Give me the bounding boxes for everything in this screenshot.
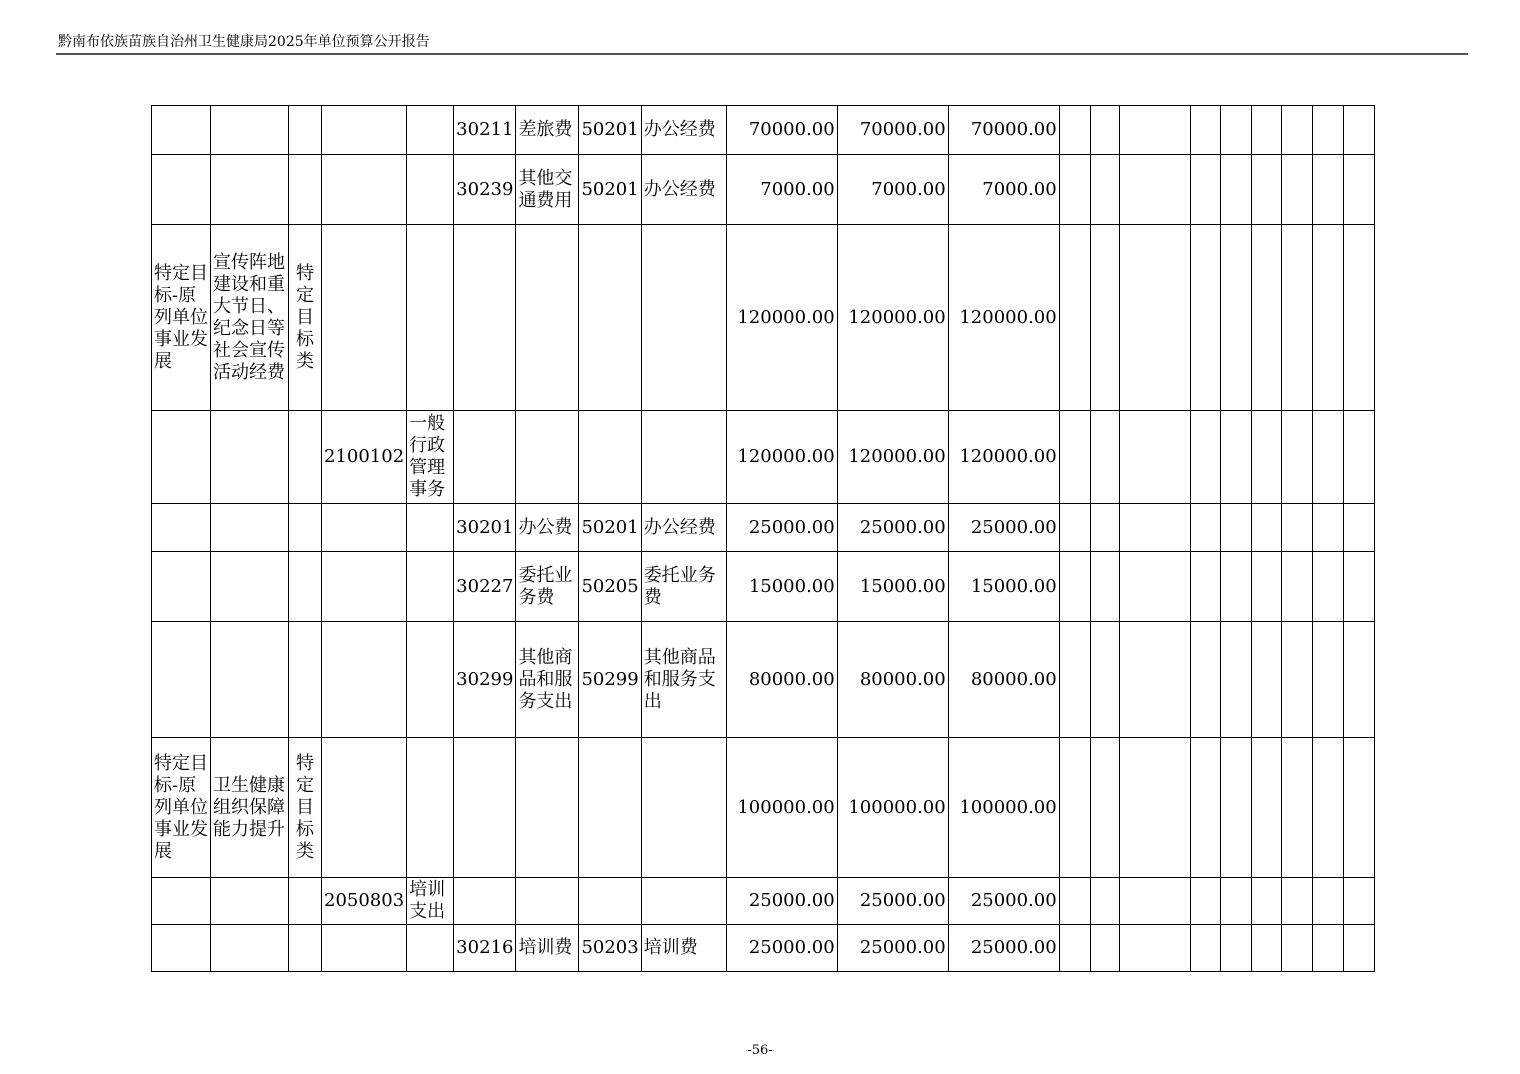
func-code-cell	[322, 925, 407, 972]
empty-cell	[1119, 738, 1190, 878]
empty-cell	[1343, 106, 1374, 155]
empty-cell	[1090, 155, 1119, 225]
gov-econ-code-cell	[579, 738, 641, 878]
empty-cell	[1119, 225, 1190, 411]
empty-cell	[1119, 925, 1190, 972]
empty-cell	[1059, 225, 1090, 411]
func-name-cell	[407, 155, 454, 225]
empty-cell	[1312, 411, 1343, 504]
func-name-cell	[407, 925, 454, 972]
empty-cell	[1059, 738, 1090, 878]
empty-cell	[1119, 155, 1190, 225]
gov-econ-name-cell: 办公经费	[641, 504, 726, 552]
general-budget-amount-cell: 15000.00	[948, 552, 1059, 622]
econ-name-cell: 培训费	[516, 925, 579, 972]
empty-cell	[1190, 878, 1220, 925]
table-row	[152, 925, 1375, 972]
fiscal-amount-cell: 120000.00	[837, 225, 948, 411]
empty-cell	[1090, 622, 1119, 738]
func-code-cell	[322, 504, 407, 552]
project-name-cell: 卫生健康组织保障能力提升	[211, 738, 289, 878]
table-row	[152, 738, 1375, 878]
empty-cell	[1090, 552, 1119, 622]
gov-econ-code-cell	[579, 411, 641, 504]
empty-cell	[1059, 552, 1090, 622]
empty-cell	[1059, 622, 1090, 738]
empty-cell	[1119, 622, 1190, 738]
fiscal-amount-cell: 100000.00	[837, 738, 948, 878]
fiscal-amount-cell: 25000.00	[837, 504, 948, 552]
gov-econ-code-cell: 50201	[579, 504, 641, 552]
empty-cell	[1190, 155, 1220, 225]
empty-cell	[1190, 622, 1220, 738]
func-name-cell: 一般行政管理事务	[407, 411, 454, 504]
empty-cell	[1281, 155, 1312, 225]
total-amount-cell: 80000.00	[726, 622, 837, 738]
empty-cell	[1281, 504, 1312, 552]
fiscal-amount-cell: 80000.00	[837, 622, 948, 738]
table-row	[152, 155, 1375, 225]
func-code-cell	[322, 155, 407, 225]
project-type-cell	[289, 504, 322, 552]
empty-cell	[1090, 106, 1119, 155]
project-type-cell	[289, 106, 322, 155]
func-name-cell	[407, 504, 454, 552]
empty-cell	[1312, 552, 1343, 622]
econ-name-cell: 委托业务费	[516, 552, 579, 622]
empty-cell	[1190, 504, 1220, 552]
fiscal-amount-cell: 120000.00	[837, 411, 948, 504]
gov-econ-name-cell: 办公经费	[641, 106, 726, 155]
project-type-cell	[289, 155, 322, 225]
func-code-cell: 2100102	[322, 411, 407, 504]
table-row	[152, 106, 1375, 155]
total-amount-cell: 15000.00	[726, 552, 837, 622]
project-type-cell	[289, 925, 322, 972]
empty-cell	[1090, 225, 1119, 411]
gov-econ-code-cell: 50201	[579, 106, 641, 155]
empty-cell	[1220, 106, 1251, 155]
gov-econ-name-cell	[641, 878, 726, 925]
category-cell	[152, 155, 211, 225]
empty-cell	[1312, 225, 1343, 411]
econ-name-cell	[516, 738, 579, 878]
empty-cell	[1059, 504, 1090, 552]
total-amount-cell: 25000.00	[726, 878, 837, 925]
category-cell: 特定目标-原列单位事业发展	[152, 225, 211, 411]
gov-econ-code-cell: 50299	[579, 622, 641, 738]
empty-cell	[1281, 878, 1312, 925]
empty-cell	[1281, 106, 1312, 155]
category-cell	[152, 878, 211, 925]
project-name-cell: 宣传阵地建设和重大节日、纪念日等社会宣传活动经费	[211, 225, 289, 411]
empty-cell	[1090, 504, 1119, 552]
func-name-cell	[407, 552, 454, 622]
econ-name-cell: 其他交通费用	[516, 155, 579, 225]
table-row	[152, 504, 1375, 552]
empty-cell	[1220, 225, 1251, 411]
total-amount-cell: 70000.00	[726, 106, 837, 155]
empty-cell	[1251, 552, 1281, 622]
project-name-cell	[211, 411, 289, 504]
empty-cell	[1090, 411, 1119, 504]
general-budget-amount-cell: 70000.00	[948, 106, 1059, 155]
gov-econ-name-cell	[641, 225, 726, 411]
empty-cell	[1090, 738, 1119, 878]
func-code-cell	[322, 225, 407, 411]
empty-cell	[1119, 504, 1190, 552]
empty-cell	[1059, 925, 1090, 972]
project-type-text: 特定目标类	[296, 752, 314, 862]
gov-econ-code-cell: 50201	[579, 155, 641, 225]
empty-cell	[1251, 622, 1281, 738]
total-amount-cell: 100000.00	[726, 738, 837, 878]
empty-cell	[1251, 106, 1281, 155]
econ-name-cell	[516, 411, 579, 504]
empty-cell	[1190, 925, 1220, 972]
func-name-cell	[407, 738, 454, 878]
fiscal-amount-cell: 70000.00	[837, 106, 948, 155]
empty-cell	[1190, 738, 1220, 878]
empty-cell	[1343, 155, 1374, 225]
fiscal-amount-cell: 25000.00	[837, 925, 948, 972]
gov-econ-name-cell: 培训费	[641, 925, 726, 972]
func-name-cell: 培训支出	[407, 878, 454, 925]
empty-cell	[1119, 106, 1190, 155]
project-type-cell	[289, 878, 322, 925]
category-cell: 特定目标-原列单位事业发展	[152, 738, 211, 878]
page-number: -56-	[747, 1043, 773, 1058]
empty-cell	[1190, 552, 1220, 622]
fiscal-amount-cell: 7000.00	[837, 155, 948, 225]
general-budget-amount-cell: 25000.00	[948, 925, 1059, 972]
empty-cell	[1059, 106, 1090, 155]
project-type-cell	[289, 552, 322, 622]
project-name-cell	[211, 552, 289, 622]
category-cell	[152, 411, 211, 504]
econ-code-cell: 30239	[454, 155, 516, 225]
econ-code-cell: 30201	[454, 504, 516, 552]
empty-cell	[1343, 504, 1374, 552]
econ-code-cell	[454, 878, 516, 925]
budget-table	[151, 105, 1375, 972]
project-name-cell	[211, 106, 289, 155]
gov-econ-name-cell	[641, 738, 726, 878]
econ-name-cell: 其他商品和服务支出	[516, 622, 579, 738]
econ-code-cell	[454, 738, 516, 878]
empty-cell	[1220, 552, 1251, 622]
project-type-cell	[289, 738, 322, 878]
total-amount-cell: 25000.00	[726, 925, 837, 972]
report-header-title: 黔南布依族苗族自治州卫生健康局2025年单位预算公开报告	[58, 34, 430, 50]
gov-econ-code-cell: 50203	[579, 925, 641, 972]
econ-code-cell: 30299	[454, 622, 516, 738]
total-amount-cell: 120000.00	[726, 225, 837, 411]
general-budget-amount-cell: 25000.00	[948, 878, 1059, 925]
gov-econ-name-cell: 办公经费	[641, 155, 726, 225]
empty-cell	[1281, 225, 1312, 411]
empty-cell	[1251, 504, 1281, 552]
econ-name-cell: 差旅费	[516, 106, 579, 155]
empty-cell	[1220, 878, 1251, 925]
category-cell	[152, 106, 211, 155]
project-type-cell	[289, 225, 322, 411]
empty-cell	[1343, 225, 1374, 411]
empty-cell	[1220, 504, 1251, 552]
empty-cell	[1251, 155, 1281, 225]
gov-econ-name-cell: 委托业务费	[641, 552, 726, 622]
empty-cell	[1281, 925, 1312, 972]
empty-cell	[1251, 925, 1281, 972]
table-row	[152, 622, 1375, 738]
func-code-cell	[322, 622, 407, 738]
general-budget-amount-cell: 120000.00	[948, 411, 1059, 504]
project-name-cell	[211, 155, 289, 225]
empty-cell	[1251, 738, 1281, 878]
project-name-cell	[211, 504, 289, 552]
category-cell	[152, 504, 211, 552]
empty-cell	[1281, 622, 1312, 738]
empty-cell	[1119, 411, 1190, 504]
empty-cell	[1312, 106, 1343, 155]
gov-econ-name-cell	[641, 411, 726, 504]
empty-cell	[1220, 738, 1251, 878]
econ-code-cell: 30227	[454, 552, 516, 622]
table-row	[152, 878, 1375, 925]
empty-cell	[1312, 878, 1343, 925]
empty-cell	[1343, 925, 1374, 972]
empty-cell	[1281, 411, 1312, 504]
econ-code-cell: 30216	[454, 925, 516, 972]
econ-code-cell	[454, 411, 516, 504]
econ-name-cell	[516, 225, 579, 411]
gov-econ-name-cell: 其他商品和服务支出	[641, 622, 726, 738]
empty-cell	[1059, 411, 1090, 504]
empty-cell	[1090, 878, 1119, 925]
table-row	[152, 411, 1375, 504]
empty-cell	[1312, 738, 1343, 878]
econ-name-cell: 办公费	[516, 504, 579, 552]
gov-econ-code-cell	[579, 225, 641, 411]
empty-cell	[1059, 155, 1090, 225]
general-budget-amount-cell: 80000.00	[948, 622, 1059, 738]
empty-cell	[1220, 622, 1251, 738]
empty-cell	[1119, 552, 1190, 622]
func-name-cell	[407, 622, 454, 738]
func-name-cell	[407, 225, 454, 411]
empty-cell	[1312, 622, 1343, 738]
empty-cell	[1312, 504, 1343, 552]
empty-cell	[1312, 925, 1343, 972]
fiscal-amount-cell: 15000.00	[837, 552, 948, 622]
project-name-cell	[211, 878, 289, 925]
empty-cell	[1251, 411, 1281, 504]
func-name-cell	[407, 106, 454, 155]
total-amount-cell: 120000.00	[726, 411, 837, 504]
gov-econ-code-cell	[579, 878, 641, 925]
general-budget-amount-cell: 120000.00	[948, 225, 1059, 411]
empty-cell	[1220, 411, 1251, 504]
empty-cell	[1343, 552, 1374, 622]
gov-econ-code-cell: 50205	[579, 552, 641, 622]
total-amount-cell: 25000.00	[726, 504, 837, 552]
project-type-cell	[289, 622, 322, 738]
general-budget-amount-cell: 7000.00	[948, 155, 1059, 225]
empty-cell	[1251, 225, 1281, 411]
econ-code-cell	[454, 225, 516, 411]
empty-cell	[1312, 155, 1343, 225]
category-cell	[152, 925, 211, 972]
empty-cell	[1343, 622, 1374, 738]
empty-cell	[1251, 878, 1281, 925]
total-amount-cell: 7000.00	[726, 155, 837, 225]
func-code-cell	[322, 552, 407, 622]
econ-name-cell	[516, 878, 579, 925]
func-code-cell	[322, 106, 407, 155]
project-name-cell	[211, 925, 289, 972]
empty-cell	[1220, 925, 1251, 972]
general-budget-amount-cell: 25000.00	[948, 504, 1059, 552]
category-cell	[152, 622, 211, 738]
func-code-cell: 2050803	[322, 878, 407, 925]
empty-cell	[1190, 106, 1220, 155]
category-cell	[152, 552, 211, 622]
empty-cell	[1220, 155, 1251, 225]
empty-cell	[1281, 552, 1312, 622]
empty-cell	[1119, 878, 1190, 925]
func-code-cell	[322, 738, 407, 878]
table-row	[152, 225, 1375, 411]
empty-cell	[1059, 878, 1090, 925]
table-row	[152, 552, 1375, 622]
empty-cell	[1190, 411, 1220, 504]
empty-cell	[1281, 738, 1312, 878]
project-name-cell	[211, 622, 289, 738]
general-budget-amount-cell: 100000.00	[948, 738, 1059, 878]
empty-cell	[1343, 878, 1374, 925]
project-type-cell	[289, 411, 322, 504]
fiscal-amount-cell: 25000.00	[837, 878, 948, 925]
empty-cell	[1190, 225, 1220, 411]
empty-cell	[1343, 738, 1374, 878]
header-divider	[56, 53, 1468, 55]
empty-cell	[1090, 925, 1119, 972]
econ-code-cell: 30211	[454, 106, 516, 155]
empty-cell	[1343, 411, 1374, 504]
project-type-text: 特定目标类	[296, 262, 314, 372]
